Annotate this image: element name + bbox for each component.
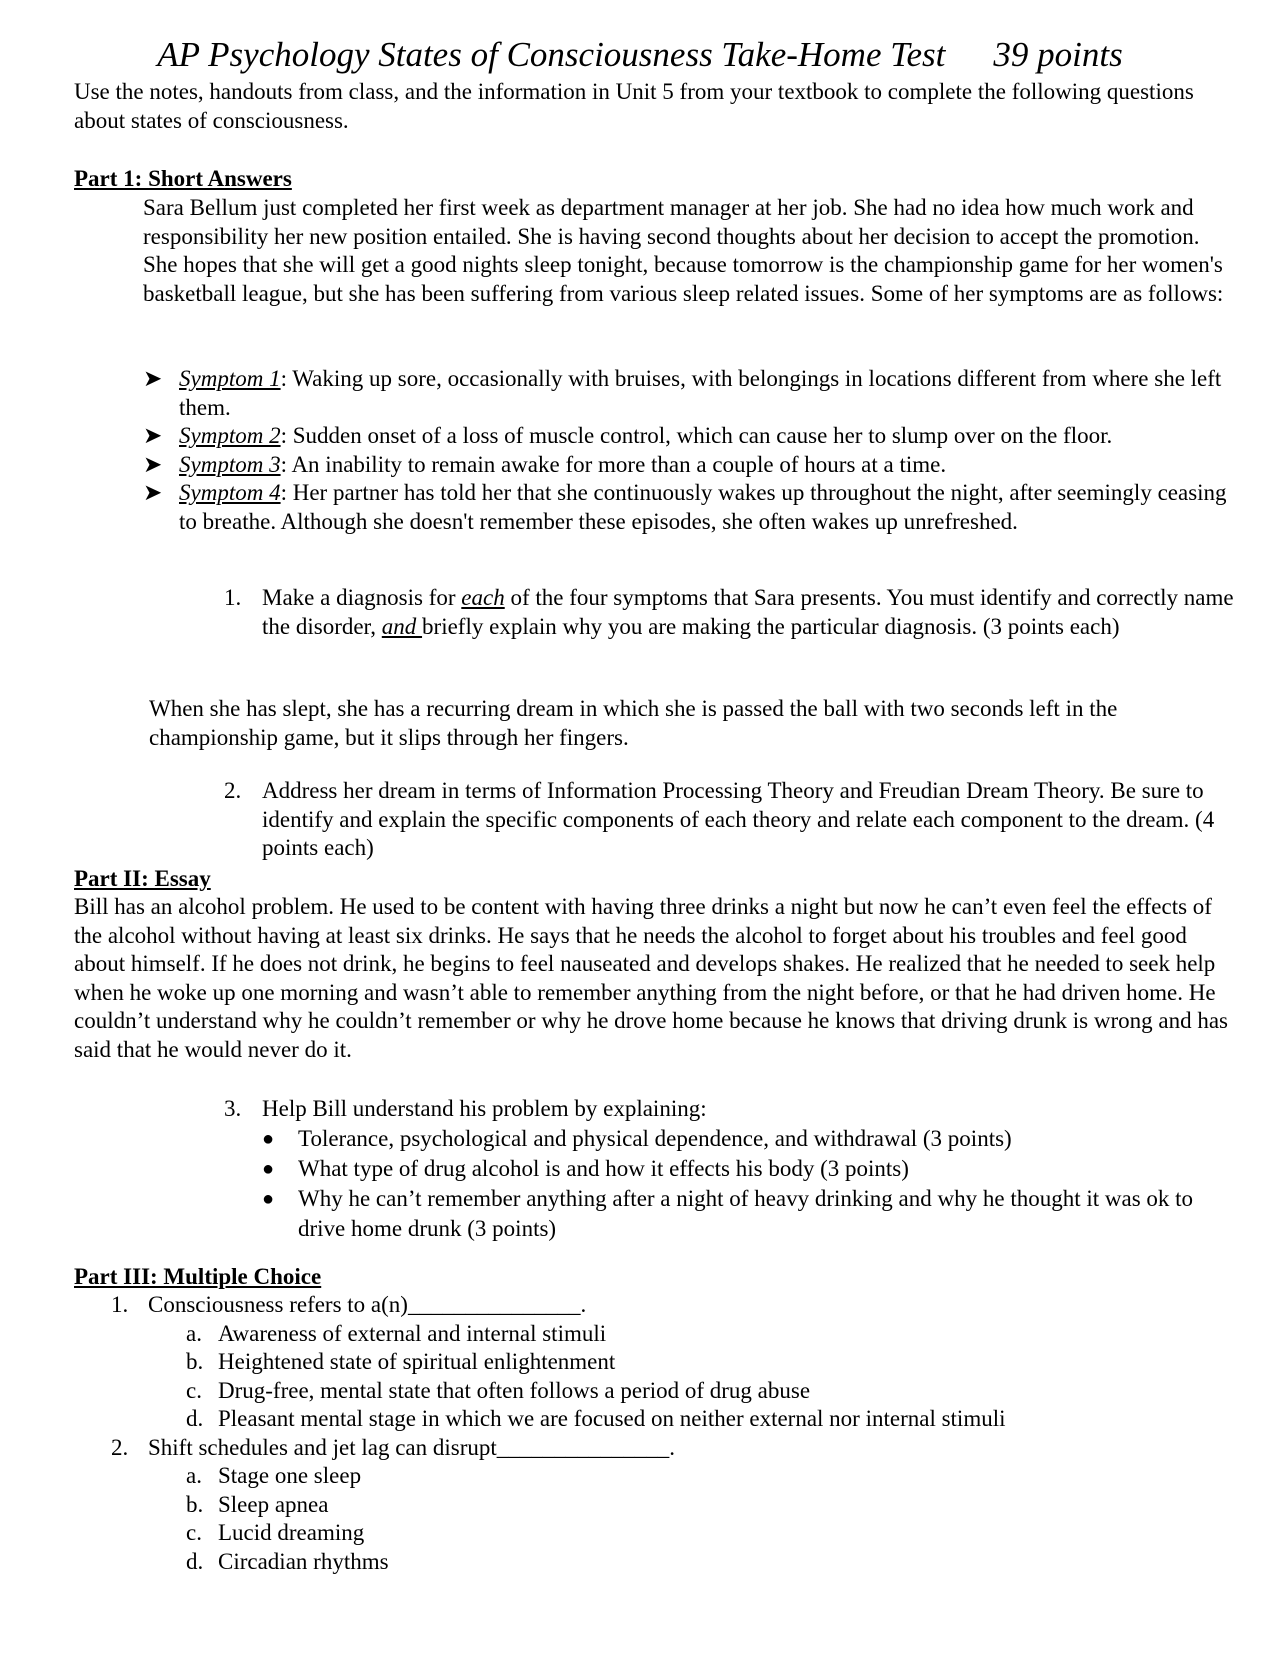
symptom-label: Symptom 1 [179,366,281,391]
emphasis-each: each [461,585,505,610]
option-letter: d. [186,1548,204,1574]
answer-option [186,1548,1211,1577]
part2-scenario: Bill has an alcohol problem. He used to be content with having three drinks a night but now he can’t even feel the effects of the alcohol without having at least six drinks. He says that he needs the alcohol to forget about his troubles and feel good about himself. If he does not drink, he begins to feel nauseated and develops shakes. He realized that he needed to seek help when he woke up one morning and wasn’t able to remember anything from the night before, or that he had driven home. He couldn’t understand why he couldn’t remember or why he drove home because he knows that driving drunk is wrong and has said that he would never do it. [74,894,1228,1062]
option-letter: b. [186,1491,204,1517]
bullet-icon: ● [262,1188,275,1210]
mc-question-1 [111,1291,1211,1320]
question-2 [224,777,1244,863]
option-text: Awareness of external and internal stimuli [218,1320,607,1346]
question-text: Consciousness refers to a(n)_______________. [148,1292,587,1317]
bullet-list [262,1124,1232,1244]
symptom-description: : Waking up sore, occasionally with bruises, with belongings in locations different from where she left them. [179,366,1222,420]
symptom-text [179,365,1233,422]
list-item [143,451,1233,480]
symptom-label: Symptom 3 [179,451,281,477]
question-text: Help Bill understand his problem by explaining: [262,1096,707,1121]
list-item [143,422,1233,451]
option-text: Sleep apnea [218,1491,329,1517]
mc-options-1 [111,1320,1211,1434]
list-item [262,1184,1232,1244]
symptom-description: : An inability to remain awake for more than a couple of hours at a time. [280,451,947,477]
list-item [262,1154,1232,1184]
question-3 [224,1095,1234,1124]
answer-option [186,1320,1211,1349]
question-text-part: of the four symptoms that Sara presents. You must identify and correctly name the disorder, [262,585,1234,639]
option-letter: c. [186,1377,202,1403]
mc-question-2 [111,1434,1211,1463]
test-title [0,34,1280,76]
arrow-bullet-icon: ➤ [143,366,163,391]
question-text-part: briefly explain why you are making the particular diagnosis. (3 points each) [422,613,1120,639]
answer-option [186,1519,1211,1548]
bullet-text: Tolerance, psychological and physical dependence, and withdrawal (3 points) [298,1126,1012,1151]
symptom-text [179,479,1233,536]
part1-scenario: Sara Bellum just completed her first week as department manager at her job. She had no idea how much work and responsibility her new position entailed. She is having second thoughts about her decision to accept the promotion. She hopes that she will get a good nights sleep tonight, because tomorrow is the championship game for her women's basketball league, but she has been suffering from various sleep related issues. Some of her symptoms are as follows: [143,195,1224,306]
symptom-description: : Sudden onset of a loss of muscle control, which can cause her to slump over on the floor. [280,423,1113,448]
bullet-icon: ● [262,1128,275,1150]
answer-option [186,1377,1211,1406]
question-number: 1. [224,585,242,610]
question-text: Address her dream in terms of Information Processing Theory and Freudian Dream Theory. Be sure to identify and explain the specific components of each theory and relate each component to the dream. (4 points each) [262,778,1215,860]
option-text: Lucid dreaming [218,1520,365,1545]
arrow-bullet-icon: ➤ [143,451,163,477]
option-text: Circadian rhythms [218,1548,389,1574]
symptom-text [179,422,1112,451]
question-number: 2. [224,778,242,803]
part1-heading: Part 1: Short Answers [74,166,292,191]
emphasis-and: and [381,613,423,639]
question-text [262,584,1234,641]
question-number: 1. [111,1292,129,1317]
option-letter: a. [186,1320,202,1346]
option-text: Heightened state of spiritual enlightenment [218,1349,616,1374]
arrow-bullet-icon: ➤ [143,423,163,448]
question-number: 2. [111,1434,129,1460]
symptom-list [143,365,1233,536]
bullet-text: What type of drug alcohol is and how it effects his body (3 points) [298,1156,909,1181]
question-1 [224,584,1234,641]
symptom-label: Symptom 2 [179,423,281,448]
symptom-description: : Her partner has told her that she continuously wakes up throughout the night, after seemingly ceasing to breathe. Although she doesn't remember these episodes, she often wakes up unrefreshed. [179,480,1227,534]
arrow-bullet-icon: ➤ [143,480,163,505]
answer-option [186,1348,1211,1377]
option-letter: b. [186,1349,204,1374]
intro-paragraph: Use the notes, handouts from class, and the information in Unit 5 from your textbook to complete the following questions about states of consciousness. [74,79,1194,133]
question-text-part: Make a diagnosis for [262,585,462,610]
option-text: Drug-free, mental state that often follows a period of drug abuse [218,1377,811,1403]
symptom-label: Symptom 4 [179,480,281,505]
answer-option [186,1405,1211,1434]
bullet-text: Why he can’t remember anything after a night of heavy drinking and why he thought it was ok to drive home drunk (3 points) [298,1186,1194,1241]
total-points: 39 points [993,35,1123,74]
option-letter: d. [186,1406,204,1431]
list-item [143,479,1233,536]
part3-heading: Part III: Multiple Choice [74,1264,322,1289]
symptom-text [179,451,946,480]
option-text: Stage one sleep [218,1463,362,1488]
option-letter: c. [186,1520,202,1545]
multiple-choice-list [111,1291,1211,1576]
part2-heading: Part II: Essay [74,866,211,891]
mc-options-2 [111,1462,1211,1576]
option-text: Pleasant mental stage in which we are focused on neither external nor internal stimuli [218,1406,1006,1431]
answer-option [186,1491,1211,1520]
list-item [143,365,1233,422]
title-text: AP Psychology States of Consciousness Take-Home Test [157,35,946,74]
list-item [262,1124,1232,1154]
question-text: Shift schedules and jet lag can disrupt_______________. [148,1434,676,1460]
option-letter: a. [186,1463,202,1488]
question-number: 3. [224,1096,242,1121]
answer-option [186,1462,1211,1491]
dream-paragraph: When she has slept, she has a recurring dream in which she is passed the ball with two seconds left in the championship game, but it slips through her fingers. [149,696,1118,750]
bullet-icon: ● [262,1158,275,1180]
